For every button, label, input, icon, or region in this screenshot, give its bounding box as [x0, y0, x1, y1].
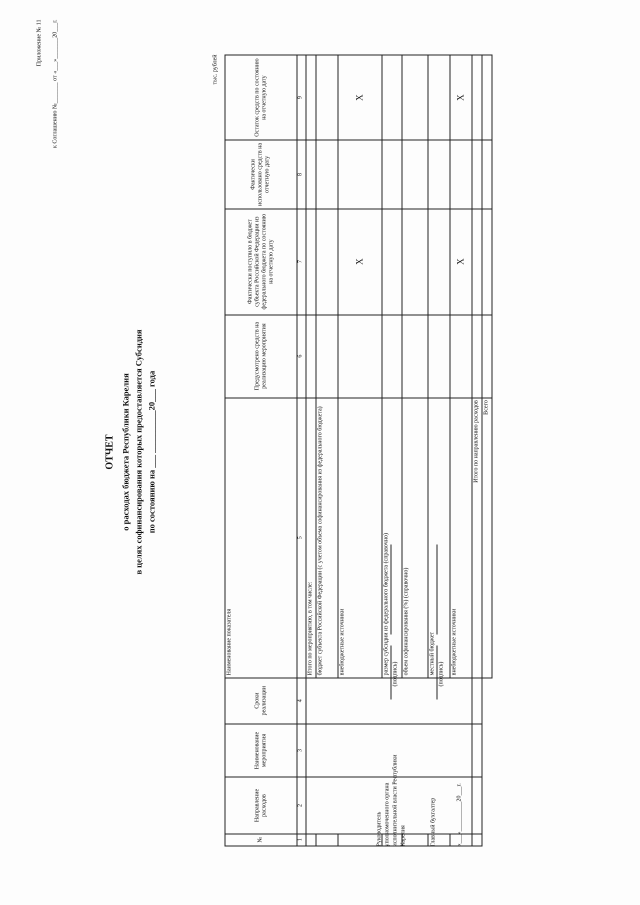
appendix-label: Приложение № 11 — [36, 19, 43, 67]
report-table — [225, 55, 493, 847]
head-signature-line — [391, 646, 392, 700]
header-planned: Предусмотрено средств на реализацию мероприятия — [225, 315, 297, 398]
col-num-7: 7 — [297, 209, 306, 315]
report-subtitle-1: о расходах бюджета Республики Карелия — [120, 373, 131, 531]
header-direction: Направление расходов — [225, 778, 297, 834]
head-name-line — [391, 545, 392, 635]
row-label: объем софинансирования (%) (справочно) — [402, 398, 428, 678]
table-row — [306, 55, 316, 846]
row-label: Итого по мероприятию, в том числе: — [306, 398, 316, 678]
head-label-3: исполнительной власти Республики — [392, 754, 399, 847]
header-indicator: Наименование показателя — [225, 398, 297, 678]
col-num-2: 2 — [297, 778, 306, 834]
col-num-8: 8 — [297, 140, 306, 209]
head-signature-caption: (подпись) — [392, 661, 399, 687]
table-row — [472, 55, 482, 846]
x-mark: X — [450, 55, 472, 140]
total-direction-label: Итого по направлению расходов — [472, 398, 482, 678]
row-label: размер субсидии из федерального бюджета (справочно) — [382, 398, 402, 678]
report-title: ОТЧЕТ — [104, 434, 116, 470]
row-label: бюджет субъекта Российской Федерации (с учетом объема софинансирования из федерального бюджета) — [316, 398, 338, 678]
header-number: № — [225, 834, 297, 846]
header-remainder: Остаток средств по состоянию на отчетную дату — [225, 55, 297, 140]
accountant-label: Главный бухгалтер — [430, 797, 437, 847]
x-mark: X — [338, 209, 382, 315]
x-mark: X — [450, 209, 472, 315]
units-label: тыс. рублей — [212, 54, 219, 85]
table-row — [482, 55, 492, 846]
accountant-signature-caption: (подпись) — [438, 661, 445, 687]
date-line: «___»__________20___г. — [456, 783, 463, 847]
table-header-row — [225, 55, 297, 846]
grand-total-label: Всего — [482, 398, 492, 678]
col-num-3: 3 — [297, 724, 306, 778]
col-num-5: 5 — [297, 398, 306, 678]
row-label: внебюджетные источники — [450, 398, 472, 678]
agreement-label: к Соглашению №_______ от «___»_______20___г. — [52, 19, 59, 148]
x-mark: X — [338, 55, 382, 140]
col-num-6: 6 — [297, 315, 306, 398]
header-measure-name: Наименование мероприятия — [225, 724, 297, 778]
report-date-line: по состоянию на ___ __________20___ года — [146, 370, 157, 534]
accountant-name-line — [437, 545, 438, 635]
head-label-2: уполномоченного органа — [384, 782, 391, 847]
head-label-4: Карелия — [400, 825, 407, 847]
header-used: Фактически использовано средств на отчетную дату — [225, 140, 297, 209]
row-label: внебюджетные источники — [338, 398, 382, 678]
col-num-9: 9 — [297, 55, 306, 140]
accountant-signature-line — [437, 646, 438, 700]
report-subtitle-2: в целях софинансирования которых предоставляется Субсидия — [133, 329, 144, 575]
header-terms: Сроки реализации — [225, 678, 297, 724]
row-label: местный бюджет — [428, 398, 450, 678]
header-received: Фактически поступило в бюджет субъекта Российской Федерации из федерального бюджета по состоянию на отчетную дату — [225, 209, 297, 315]
report-sheet — [1, 0, 640, 905]
col-num-4: 4 — [297, 678, 306, 724]
head-label-1: Руководитель — [376, 811, 383, 847]
col-num-1: 1 — [297, 834, 306, 846]
column-number-row — [297, 55, 306, 846]
